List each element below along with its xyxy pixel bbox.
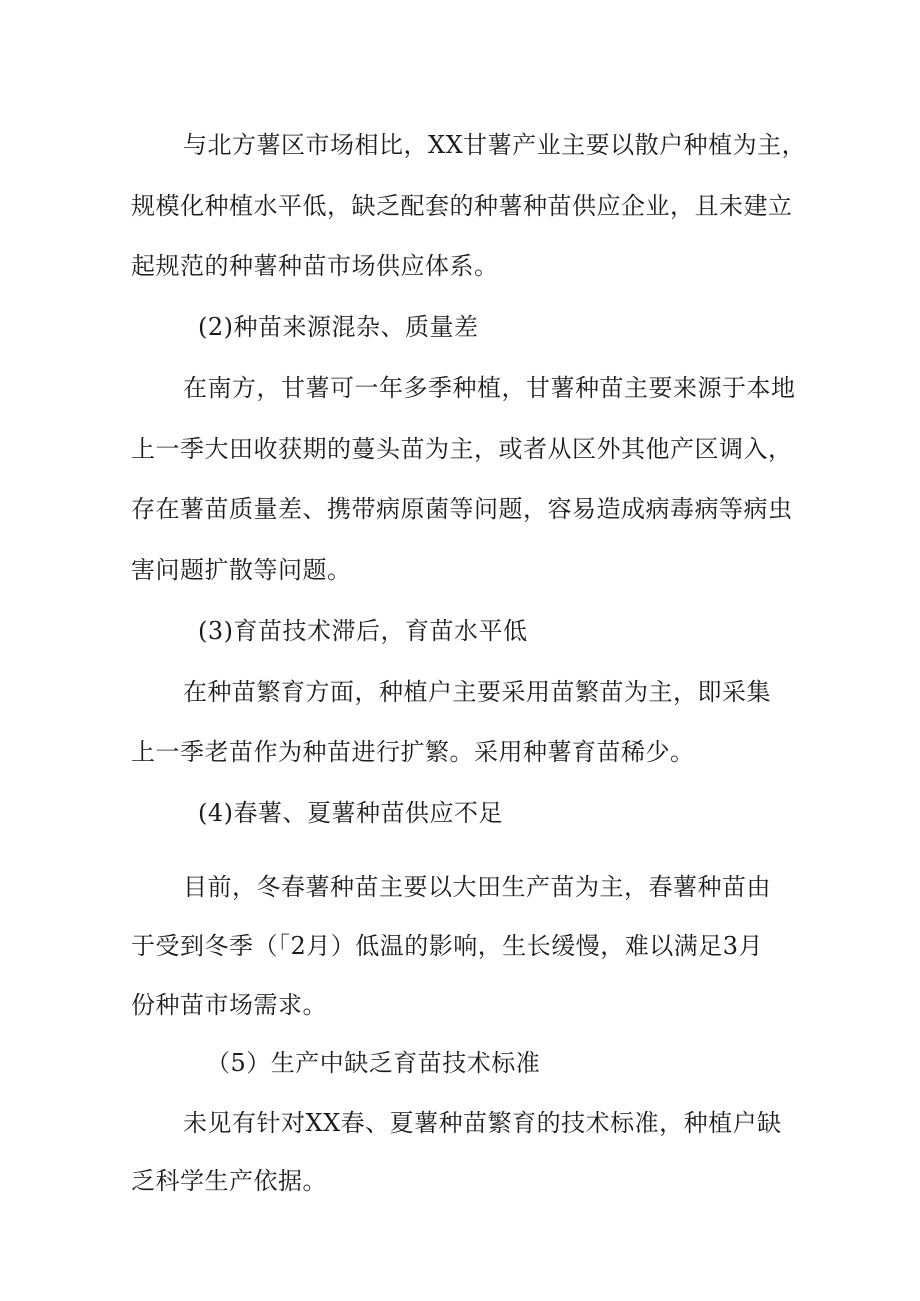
paragraph-1-line-1: 与北方薯区市场相比，XX甘薯产业主要以散户种植为主， <box>183 131 807 159</box>
paragraph-5-line-2: 乏科学生产依据。 <box>131 1167 327 1195</box>
paragraph-2-line-1: 在南方，甘薯可一年多季种植，甘薯种苗主要来源于本地 <box>183 374 796 402</box>
paragraph-2-line-2: 上一季大田收获期的蔓头苗为主，或者从区外其他产区调入， <box>131 435 793 463</box>
paragraph-2-line-4: 害问题扩散等问题。 <box>131 556 352 584</box>
paragraph-4-line-3: 份种苗市场需求。 <box>131 991 327 1019</box>
heading-3: (3)育苗技术滞后，育苗水平低 <box>198 617 528 645</box>
heading-4: (4)春薯、夏薯种苗供应不足 <box>198 799 503 827</box>
paragraph-3-line-2: 上一季老苗作为种苗进行扩繁。采用种薯育苗稀少。 <box>131 738 695 766</box>
heading-2: (2)种苗来源混杂、质量差 <box>198 313 479 341</box>
heading-5: （5）生产中缺乏育苗技术标准 <box>206 1049 541 1077</box>
paragraph-3-line-1: 在种苗繁育方面，种植户主要采用苗繁苗为主，即采集 <box>183 678 771 706</box>
paragraph-5-line-1: 未见有针对XX春、夏薯种苗繁育的技术标准，种植户缺 <box>183 1109 782 1137</box>
paragraph-2-line-3: 存在薯苗质量差、携带病原菌等问题，容易造成病毒病等病虫 <box>131 495 793 523</box>
paragraph-4-line-2: 于受到冬季（「2月）低温的影响，生长缓慢，难以满足3月 <box>131 932 764 960</box>
paragraph-1-line-2: 规模化种植水平低，缺乏配套的种薯种苗供应企业，且未建立 <box>131 192 793 220</box>
paragraph-1-line-3: 起规范的种薯种苗市场供应体系。 <box>131 252 499 280</box>
paragraph-4-line-1: 目前，冬春薯种苗主要以大田生产苗为主，春薯种苗由 <box>183 873 771 901</box>
